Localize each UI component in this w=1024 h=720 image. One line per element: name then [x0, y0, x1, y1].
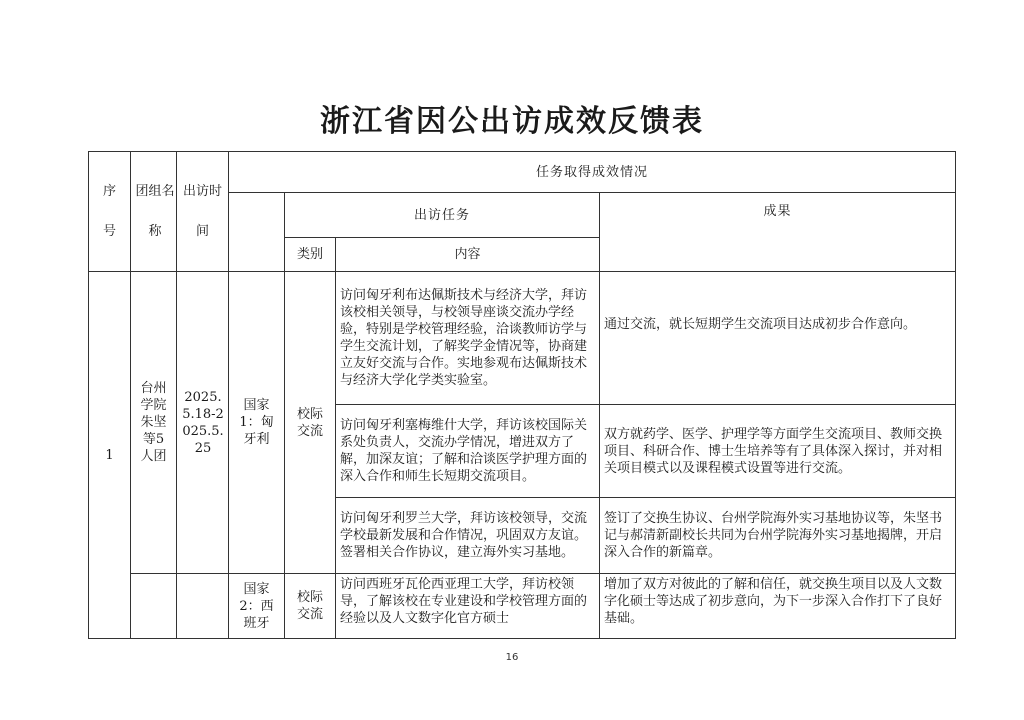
task-content: 访问西班牙瓦伦西亚理工大学，拜访校领导，了解该校在专业建设和学校管理方面的经验以及人文数字化官方硕士 — [336, 574, 600, 639]
record-seq: 1 — [89, 272, 131, 639]
header-task: 出访任务 — [285, 193, 600, 238]
country-2-category-text: 校际交流 — [296, 590, 323, 622]
time-continued — [177, 574, 229, 639]
header-group — [131, 152, 177, 272]
header-status: 任务取得成效情况 — [229, 152, 956, 193]
table-row — [89, 574, 956, 639]
task-result: 双方就药学、医学、护理学等方面学生交流项目、教师交换项目、科研合作、博士生培养等有了具体深入探讨，并对相关项目模式以及课程模式设置等进行交流。 — [600, 405, 956, 498]
country-1-category — [285, 272, 336, 574]
feedback-table — [88, 151, 956, 639]
country-2-category — [285, 574, 336, 639]
header-time — [177, 152, 229, 272]
country-2-name-text: 国家2：西班牙 — [239, 581, 274, 631]
country-1-category-text: 校际交流 — [296, 406, 323, 439]
group-continued — [131, 574, 177, 639]
record-time-text: 2025.5.18-2025.5.25 — [182, 389, 224, 456]
task-content: 访问匈牙利塞梅维什大学，拜访该校国际关系处负责人，交流办学情况，增进双方了解，加深友谊；了解和洽谈医学护理方面的深入合作和师生长短期交流项目。 — [336, 405, 600, 498]
header-country-blank — [229, 193, 285, 272]
task-result: 通过交流，就长短期学生交流项目达成初步合作意向。 — [600, 272, 956, 405]
task-result: 增加了双方对彼此的了解和信任，就交换生项目以及人文数字化硕士等达成了初步意向，为下一步深入合作打下了良好基础。 — [600, 574, 956, 639]
page-number: 16 — [505, 652, 519, 663]
record-group — [131, 272, 177, 574]
table-row — [89, 272, 956, 405]
header-content: 内容 — [336, 238, 600, 272]
header-category: 类别 — [285, 238, 336, 272]
task-content: 访问匈牙利布达佩斯技术与经济大学，拜访该校相关领导，与校领导座谈交流办学经验，特别是学校管理经验，洽谈教师访学与学生交流计划，了解奖学金情况等，协商建立友好交流与合作。实地参观布达佩斯技术与经济大学化学类实验室。 — [336, 272, 600, 405]
country-1-name-text: 国家1：匈牙利 — [239, 398, 274, 447]
country-1-name — [229, 272, 285, 574]
header-group-text: 团组名称 — [135, 183, 175, 239]
task-content: 访问匈牙利罗兰大学，拜访该校领导，交流学校最新发展和合作情况，巩固双方友谊。签署相关合作协议，建立海外实习基地。 — [336, 498, 600, 574]
header-seq-text: 序号 — [102, 183, 116, 239]
task-result: 签订了交换生协议、台州学院海外实习基地协议等，朱坚书记与郝清新副校长共同为台州学院海外实习基地揭牌，开启深入合作的新篇章。 — [600, 498, 956, 574]
country-2-name — [229, 574, 285, 639]
record-time — [177, 272, 229, 574]
header-row-1 — [89, 152, 956, 193]
page-title: 浙江省因公出访成效反馈表 — [320, 104, 704, 139]
header-seq — [89, 152, 131, 272]
header-result: 成果 — [600, 193, 956, 272]
record-group-text: 台州学院朱坚等5人团 — [140, 381, 167, 464]
header-time-text: 出访时间 — [182, 183, 222, 239]
